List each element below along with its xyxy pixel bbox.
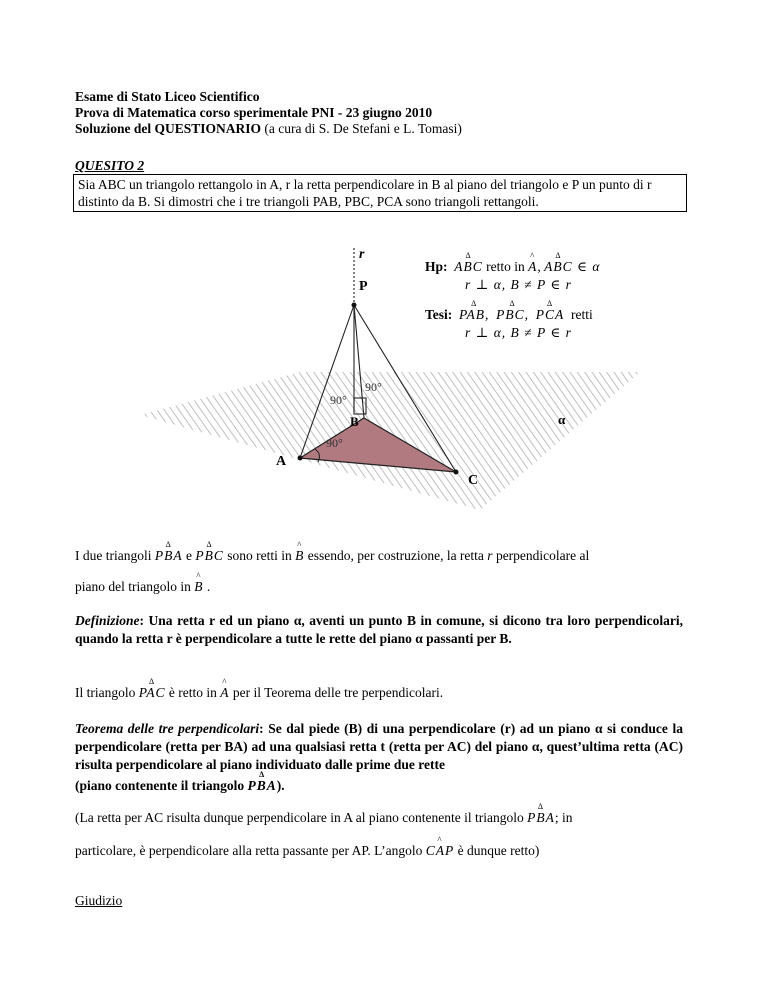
paragraph-3-line-1: [75, 809, 573, 827]
label-b: B: [350, 414, 359, 429]
tesi-line-2: r ⊥ α, B ≠ P ∈ r: [465, 325, 572, 340]
p1-text-a: I due triangoli: [75, 548, 155, 563]
label-angle-a: 90°: [326, 436, 343, 450]
tesi-retti: retti: [571, 307, 593, 322]
p1-triangle-pba: Δ PBA: [155, 547, 183, 565]
p1-text-e: essendo, per costruzione, la retta: [304, 548, 488, 563]
p1-triangle-pbc: Δ PBC: [195, 547, 224, 565]
hypothesis-block: [425, 258, 690, 342]
p3-triangle-pba: Δ PBA: [527, 809, 555, 827]
tesi-triangle-pbc: Δ PBC,: [496, 306, 529, 324]
paragraph-3-line-2: [75, 842, 539, 860]
p2-text-d: per il Teorema delle tre perpendicolari.: [229, 685, 444, 700]
tesi-label: Tesi:: [425, 307, 453, 322]
hp-in-alpha: ∈ α: [572, 259, 601, 274]
theorem-last-b: ).: [276, 778, 285, 793]
p1-text-c: sono retti in: [223, 548, 296, 563]
p3-text-b: ; in: [554, 810, 573, 825]
tesi-triangle-pca: Δ PCA: [536, 306, 565, 324]
hp-text: retto in: [482, 259, 529, 274]
p1-line2-text: piano del triangolo in: [75, 579, 195, 594]
hp-line-1: [425, 258, 690, 276]
p1-text-g: perpendicolare al: [492, 548, 590, 563]
header-solution-title: Soluzione del QUESTIONARIO: [75, 121, 262, 136]
p1-r: r: [487, 548, 493, 563]
definition-paragraph: [75, 612, 683, 648]
hp-angle-a: ^ A: [528, 258, 537, 276]
definition-label: Definizione: [75, 613, 140, 628]
theorem-label: Teorema delle tre perpendicolari: [75, 721, 260, 736]
definition-text: : Una retta r ed un piano α, aventi un punto B in comune, si dicono tra loro perpendicolari, quando la retta r è perpendicolare a tutte le rette del piano α passanti per B.: [75, 613, 683, 646]
point-a: [298, 456, 303, 461]
hp-line-2: r ⊥ α, B ≠ P ∈ r: [465, 277, 572, 292]
tesi-line-1: [425, 306, 690, 324]
giudizio-heading: Giudizio: [75, 893, 123, 908]
p3-angle-cap: ^ CAP: [426, 842, 455, 860]
p3-text-a: (La retta per AC risulta dunque perpendicolare in A al piano contenente il triangolo: [75, 810, 528, 825]
label-p: P: [359, 279, 368, 294]
question-title: QUESITO 2: [75, 158, 145, 173]
paragraph-1-line-2: [75, 578, 210, 596]
label-angle-top: 90°: [365, 380, 382, 394]
p1-text-b: e: [182, 548, 196, 563]
paragraph-1-line-1: [75, 547, 589, 565]
p1-angle-b: ^ B: [295, 547, 304, 565]
theorem-last-a: (piano contenente il triangolo: [75, 778, 248, 793]
question-box: [73, 174, 687, 212]
label-c: C: [468, 473, 479, 488]
header-line-2: Prova di Matematica corso sperimentale PNI - 23 giugno 2010: [75, 105, 433, 120]
label-angle-left: 90°: [330, 393, 347, 407]
point-c: [454, 470, 459, 475]
tesi-triangle-pab: Δ PAB,: [459, 306, 489, 324]
p2-text-a: Il triangolo: [75, 685, 139, 700]
paragraph-2: [75, 684, 443, 702]
question-text: Sia ABC un triangolo rettangolo in A, r la retta perpendicolare in B al piano del triangolo e P un punto di r distinto da B. Si dimostri che i tre triangoli PAB, PBC, PCA sono triangoli rettangoli.: [78, 177, 652, 209]
p1-line2-angle-b: ^ B: [194, 578, 203, 596]
label-alpha: α: [558, 412, 566, 427]
theorem-last-line: [75, 777, 285, 795]
p2-text-b: è retto in: [165, 685, 221, 700]
theorem-paragraph: [75, 720, 683, 774]
hp-triangle-abc: Δ ABC: [454, 258, 483, 276]
p2-angle-a: ^ A: [220, 684, 229, 702]
label-r: r: [359, 247, 365, 262]
theorem-triangle-pba: Δ PBA: [248, 777, 277, 795]
point-p: [352, 303, 357, 308]
theorem-text: : Se dal piede (B) di una perpendicolare (r) ad un piano α si conduce la perpendicolare (retta per BA) ad una qualsiasi retta t (retta per AC) del piano α, quest’ultima retta (AC) risulta perpendicolare al piano individuato dalle prime due rette: [75, 721, 683, 772]
p3-line2-a: particolare, è perpendicolare alla retta passante per AP. L’angolo: [75, 843, 426, 858]
label-a: A: [276, 454, 287, 469]
p2-triangle-pac: Δ PAC: [139, 684, 166, 702]
p1-line2-end: .: [203, 579, 211, 594]
hp-label: Hp:: [425, 259, 448, 274]
header-authors: (a cura di S. De Stefani e L. Tomasi): [261, 121, 462, 136]
hp-triangle-abc-2: Δ ABC: [544, 258, 573, 276]
hp-comma: ,: [537, 259, 545, 274]
header-line-1: Esame di Stato Liceo Scientifico: [75, 89, 260, 104]
header-line-3: [75, 120, 462, 137]
p3-line2-b: è dunque retto): [454, 843, 540, 858]
